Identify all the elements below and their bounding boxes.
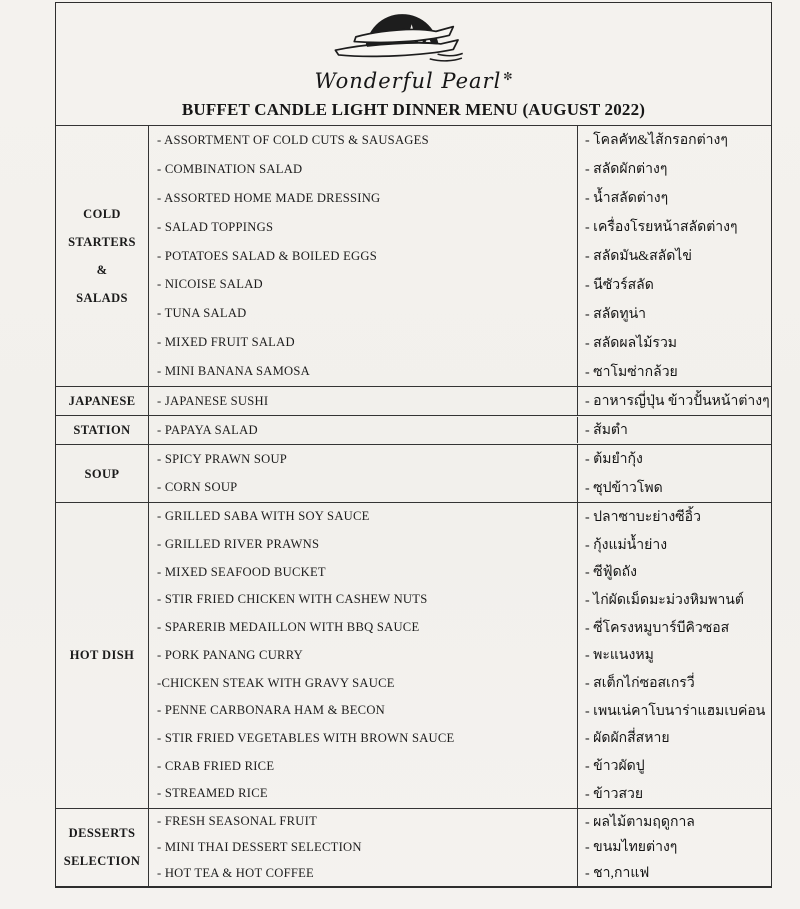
menu-item-english: - ASSORTMENT OF COLD CUTS & SAUSAGES <box>157 132 429 147</box>
section-label-line: SALADS <box>76 291 128 306</box>
menu-item-english: - MINI THAI DESSERT SELECTION <box>157 839 362 854</box>
menu-item-thai: - น้ำสลัดต่างๆ <box>577 184 771 213</box>
section-label-line: HOT DISH <box>69 648 135 663</box>
section-label-line: JAPANESE <box>68 394 136 409</box>
menu-item-row <box>149 328 771 357</box>
menu-item-english: - MIXED SEAFOOD BUCKET <box>157 564 326 579</box>
menu-item-row <box>149 834 771 860</box>
menu-item-thai: - พะแนงหมู <box>577 641 771 669</box>
section-label-line: DESSERTS <box>68 826 136 841</box>
menu-item-thai: - โคลคัท&ไส้กรอกต่างๆ <box>577 126 771 155</box>
menu-item-row <box>149 242 771 271</box>
menu-item-row <box>149 299 771 328</box>
menu-section-cold-starters <box>56 126 771 387</box>
menu-item-thai: - สลัดผักต่างๆ <box>577 155 771 184</box>
section-label-hot-dish <box>56 503 149 808</box>
menu-item-english: - POTATOES SALAD & BOILED EGGS <box>157 248 378 263</box>
menu-item-thai: - ไก่ผัดเม็ดมะม่วงหิมพานต์ <box>577 586 771 614</box>
menu-item-thai: - ซาโมซ่ากล้วย <box>577 357 771 386</box>
menu-item-english: - STIR FRIED CHICKEN WITH CASHEW NUTS <box>157 592 428 607</box>
menu-item-row <box>149 155 771 184</box>
menu-item-english: - SPARERIB MEDAILLON WITH BBQ SAUCE <box>157 620 420 635</box>
menu-item-row <box>149 641 771 669</box>
menu-item-row <box>149 697 771 725</box>
menu-section-hot-dish <box>56 503 771 809</box>
section-items <box>149 809 771 886</box>
brand-name <box>314 69 512 93</box>
menu-item-english: - JAPANESE SUSHI <box>157 393 269 408</box>
menu-item-row <box>149 445 771 474</box>
menu-item-row <box>149 184 771 213</box>
brand-name-text: Wonderful Pearl <box>314 69 502 93</box>
menu-item-english: - NICOISE SALAD <box>157 277 263 292</box>
section-label-line: SOUP <box>84 466 120 481</box>
menu-item-english: - CORN SOUP <box>157 480 238 495</box>
menu-item-thai: - สลัดทูน่า <box>577 299 771 328</box>
menu-item-thai: - สเต็กไก่ซอสเกรวี่ <box>577 669 771 697</box>
menu-table-body <box>56 126 771 886</box>
menu-item-english: - TUNA SALAD <box>157 306 247 321</box>
section-items <box>149 387 771 415</box>
menu-item-english: - STREAMED RICE <box>157 786 268 801</box>
section-label-line: STARTERS <box>68 235 136 250</box>
menu-title: BUFFET CANDLE LIGHT DINNER MENU (AUGUST 2022) <box>56 95 771 126</box>
menu-item-thai: - ขนมไทยต่างๆ <box>577 834 771 860</box>
cruise-boat-logo-icon <box>296 7 532 73</box>
menu-item-thai: - ชา,กาแฟ <box>577 860 771 886</box>
menu-item-english: - GRILLED RIVER PRAWNS <box>157 537 320 552</box>
section-label-japanese <box>56 387 149 415</box>
menu-table-frame <box>55 2 772 888</box>
menu-item-thai: - ส้มตำ <box>577 417 771 444</box>
menu-section-desserts <box>56 809 771 886</box>
menu-item-thai: - อาหารญี่ปุ่น ข้าวปั้นหน้าต่างๆ <box>577 387 771 415</box>
menu-item-thai: - ซี่โครงหมูบาร์บีคิวซอส <box>577 614 771 642</box>
section-label-cold-starters <box>56 126 149 386</box>
menu-item-row <box>149 387 771 415</box>
menu-item-english: - HOT TEA & HOT COFFEE <box>157 865 314 880</box>
menu-item-row <box>149 860 771 886</box>
menu-item-thai: - เครื่องโรยหน้าสลัดต่างๆ <box>577 213 771 242</box>
menu-item-row <box>149 213 771 242</box>
section-label-line: SELECTION <box>63 854 141 869</box>
section-label-soup <box>56 445 149 502</box>
brand-logo <box>56 3 771 95</box>
menu-item-row <box>149 725 771 753</box>
menu-item-row <box>149 531 771 559</box>
menu-item-english: - SPICY PRAWN SOUP <box>157 451 288 466</box>
section-label-line: STATION <box>73 423 131 438</box>
menu-item-english: - PORK PANANG CURRY <box>157 647 303 662</box>
section-items <box>149 416 771 444</box>
section-items <box>149 126 771 386</box>
menu-item-english: - GRILLED SABA WITH SOY SAUCE <box>157 509 370 524</box>
section-label-station <box>56 416 149 444</box>
menu-item-thai: - ผลไม้ตามฤดูกาล <box>577 809 771 835</box>
section-items <box>149 503 771 808</box>
menu-item-english: -CHICKEN STEAK WITH GRAVY SAUCE <box>157 675 395 690</box>
menu-section-soup <box>56 445 771 503</box>
menu-item-thai: - ปลาซาบะย่างซีอิ้ว <box>577 503 771 531</box>
menu-item-thai: - ต้มยำกุ้ง <box>577 445 771 474</box>
menu-item-row <box>149 752 771 780</box>
menu-item-thai: - กุ้งแม่น้ำย่าง <box>577 531 771 559</box>
menu-item-row <box>149 614 771 642</box>
menu-section-japanese <box>56 387 771 416</box>
section-label-desserts <box>56 809 149 886</box>
section-label-line: COLD <box>83 207 121 222</box>
menu-item-row <box>149 809 771 835</box>
menu-item-row <box>149 474 771 503</box>
sparkle-icon: ✼ <box>503 70 513 83</box>
menu-item-row <box>149 270 771 299</box>
menu-item-english: - SALAD TOPPINGS <box>157 219 274 234</box>
menu-item-thai: - นีซัวร์สลัด <box>577 270 771 299</box>
menu-item-english: - ASSORTED HOME MADE DRESSING <box>157 190 381 205</box>
menu-item-english: - MINI BANANA SAMOSA <box>157 364 310 379</box>
menu-item-thai: - ข้าวผัดปู <box>577 752 771 780</box>
menu-item-thai: - ซุปข้าวโพด <box>577 474 771 503</box>
menu-item-english: - COMBINATION SALAD <box>157 161 303 176</box>
menu-item-row <box>149 503 771 531</box>
menu-item-english: - CRAB FRIED RICE <box>157 758 275 773</box>
menu-item-thai: - สลัดมัน&สลัดไข่ <box>577 242 771 271</box>
menu-item-thai: - ข้าวสวย <box>577 780 771 808</box>
menu-item-english: - STIR FRIED VEGETABLES WITH BROWN SAUCE <box>157 730 455 745</box>
menu-item-row <box>149 558 771 586</box>
menu-item-english: - FRESH SEASONAL FRUIT <box>157 814 318 828</box>
menu-section-station <box>56 416 771 445</box>
menu-item-english: - MIXED FRUIT SALAD <box>157 335 295 350</box>
menu-item-english: - PENNE CARBONARA HAM & BECON <box>157 703 386 718</box>
menu-item-row <box>149 780 771 808</box>
menu-item-thai: - เพนเน่คาโบนาร่าแฮมเบค่อน <box>577 697 771 725</box>
menu-item-row <box>149 357 771 386</box>
menu-item-english: - PAPAYA SALAD <box>157 422 258 437</box>
menu-item-row <box>149 586 771 614</box>
menu-item-row <box>149 417 771 444</box>
section-label-line: & <box>96 263 108 278</box>
section-items <box>149 445 771 502</box>
menu-item-thai: - ซีฟู้ดถัง <box>577 558 771 586</box>
menu-item-row <box>149 126 771 155</box>
menu-item-thai: - สลัดผลไม้รวม <box>577 328 771 357</box>
menu-item-row <box>149 669 771 697</box>
menu-item-thai: - ผัดผักสี่สหาย <box>577 725 771 753</box>
